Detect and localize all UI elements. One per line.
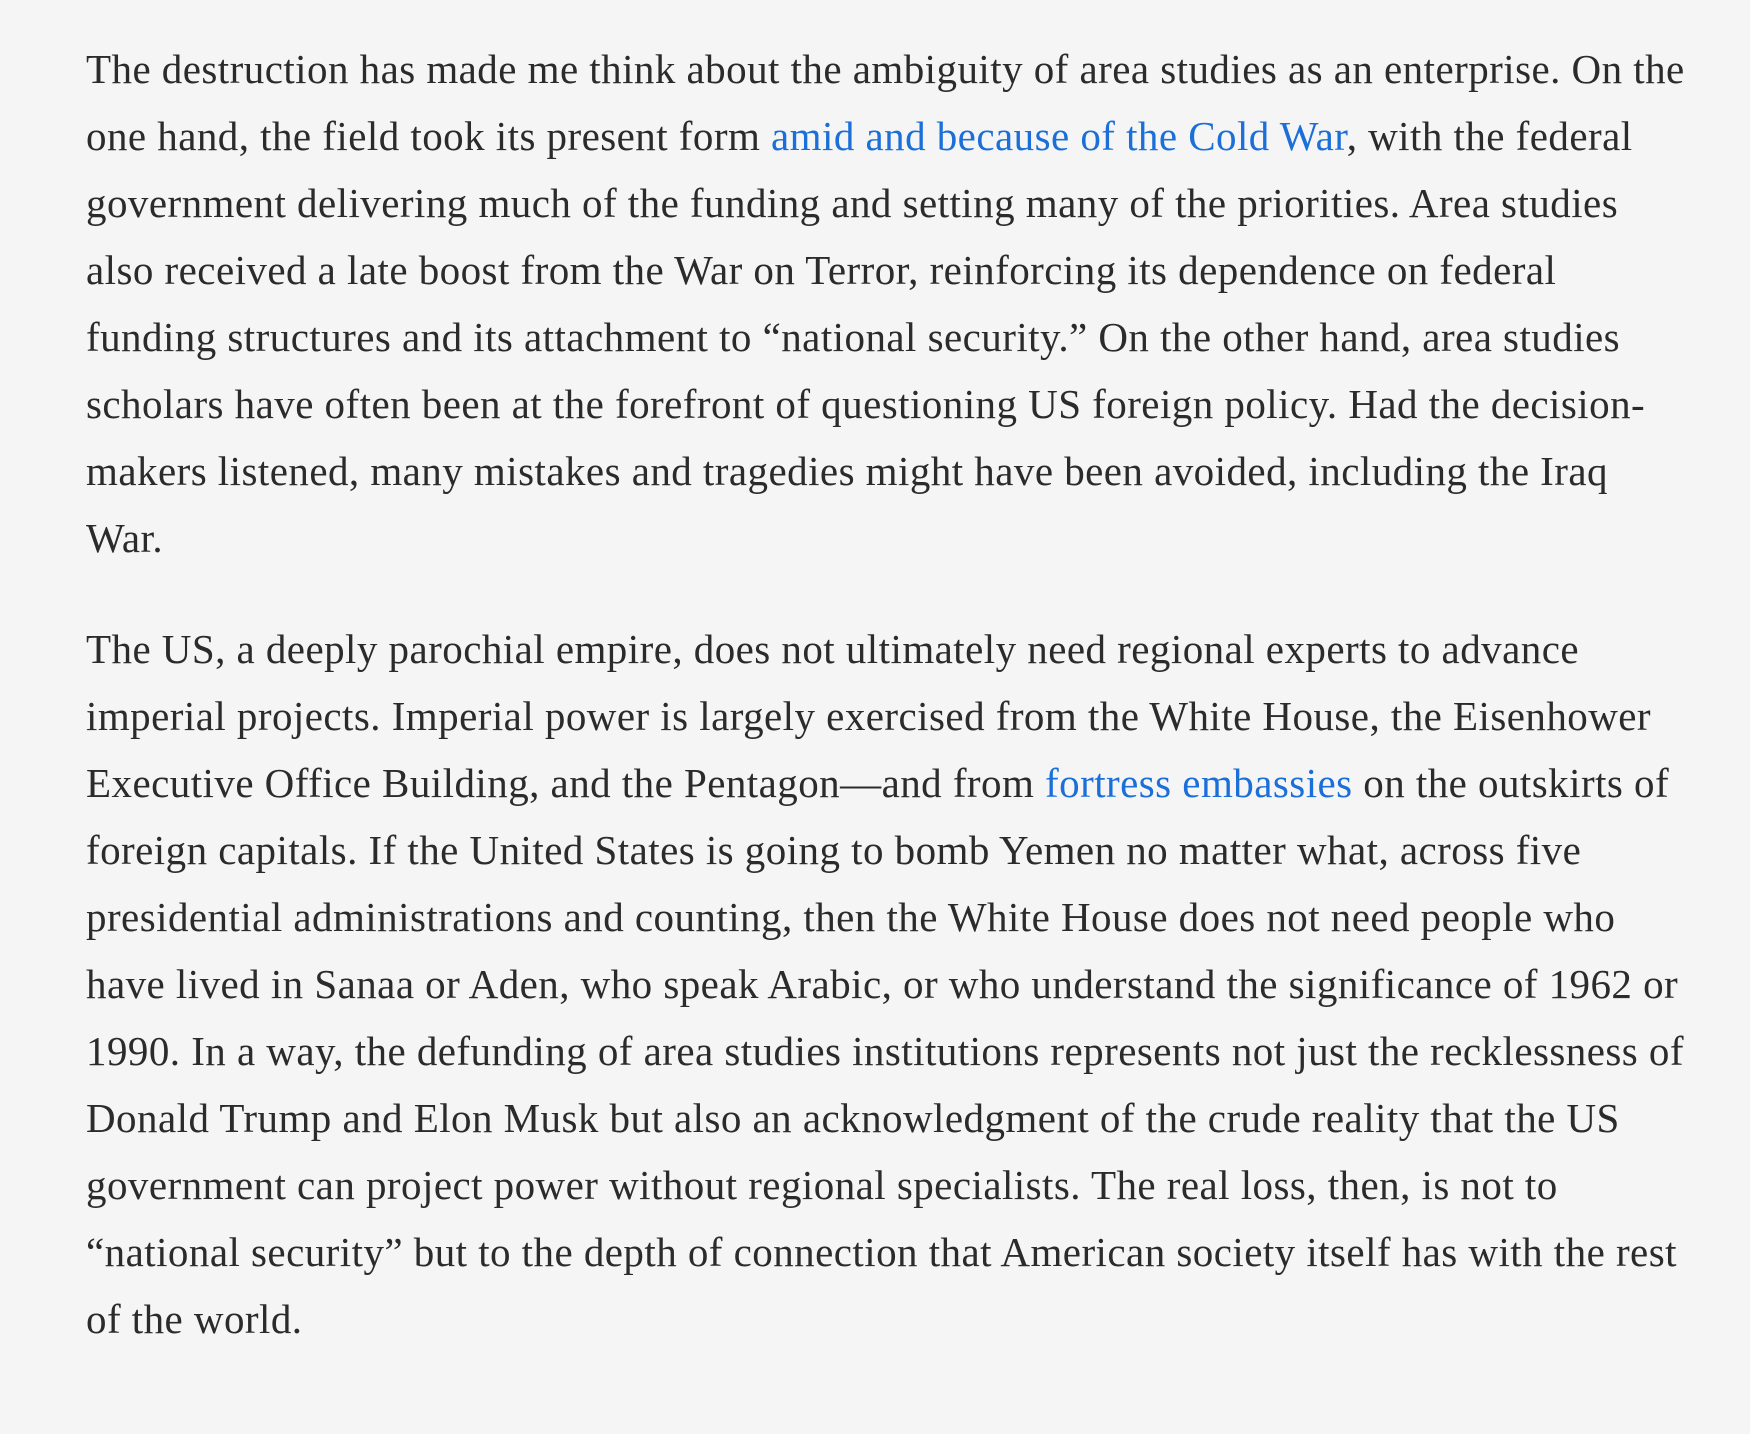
paragraph-text: The destruction has made me think about the ambiguity of area studies as an enterprise. On the one hand, the field took its present form	[86, 46, 1685, 159]
paragraph-text: , with the federal government delivering much of the funding and setting many of the priorities. Area studies also received a late boost from the War on Terror, reinforcing its dependence on federal funding structures and its attachment to “national security.” On the other hand, area studies scholars have often been at the forefront of questioning US foreign policy. Had the decision-makers listened, many mistakes and tragedies might have been avoided, including the Iraq War.	[86, 113, 1646, 561]
paragraph-text: on the outskirts of foreign capitals. If the United States is going to bomb Yemen no matter what, across five presidential administrations and counting, then the White House does not need people who have lived in Sanaa or Aden, who speak Arabic, or who understand the significance of 1962 or 1990. In a way, the defunding of area studies institutions represents not just the recklessness of Donald Trump and Elon Musk but also an acknowledgment of the crude reality that the US government can project power without regional specialists. The real loss, then, is not to “national security” but to the depth of connection that American society itself has with the rest of the world.	[86, 760, 1684, 1342]
article-body	[86, 36, 1686, 1353]
paragraph-area-studies-ambiguity	[86, 36, 1686, 572]
fortress-embassies-link[interactable]: fortress embassies	[1045, 760, 1353, 806]
cold-war-link[interactable]: amid and because of the Cold War	[771, 113, 1347, 159]
paragraph-text: The US, a deeply parochial empire, does not ultimately need regional experts to advance imperial projects. Imperial power is largely exercised from the White House, the Eisenhower Executive Office Building, and the Pentagon—and from	[86, 626, 1652, 806]
paragraph-parochial-empire	[86, 616, 1686, 1353]
